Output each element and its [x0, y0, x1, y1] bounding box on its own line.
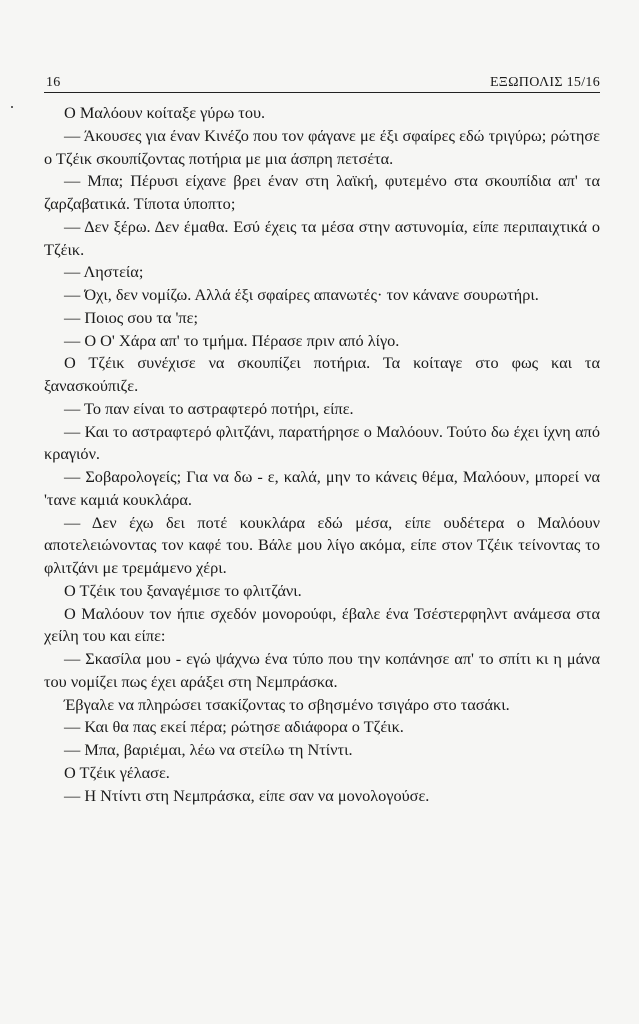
ink-speck	[11, 106, 13, 108]
paragraph: — Και το αστραφτερό φλιτζάνι, παρατήρησε ο Μαλόουν. Τούτο δω έχει ίχνη από κραγιόν.	[44, 421, 600, 464]
paragraph: — Σκασίλα μου - εγώ ψάχνω ένα τύπο που την κοπάνησε απ' το σπίτι κι η μάνα του νομίζει πως έχει αράξει στη Νεμπράσκα.	[44, 649, 600, 691]
page-number: 16	[46, 75, 61, 90]
paragraph: — Μπα, βαριέμαι, λέω να στείλω τη Ντίντι.	[64, 740, 353, 759]
paragraph: — Όχι, δεν νομίζω. Αλλά έξι σφαίρες απανωτές· τον κάνανε σουρωτήρι.	[64, 285, 539, 304]
paragraph: — Δεν ξέρω. Δεν έμαθα. Εσύ έχεις τα μέσα στην αστυνομία, είπε περιπαιχτικά ο Τζέικ.	[44, 216, 600, 259]
paragraph: Ο Τζέικ συνέχισε να σκουπίζει ποτήρια. Τα κοίταγε στο φως και τα ξανασκούπιζε.	[44, 353, 600, 395]
paragraph: — Το παν είναι το αστραφτερό ποτήρι, είπε.	[64, 398, 354, 418]
paragraph: — Δεν έχω δει ποτέ κουκλάρα εδώ μέσα, είπε ουδέτερα ο Μαλόουν αποτελειώνοντας τον καφέ του. Βάλε μου λίγο ακόμα, είπε στον Τζέικ τείνοντας το φλιτζάνι με τρεμάμενο χέρι.	[44, 512, 600, 577]
body-text	[44, 102, 600, 807]
paragraph: — Μπα; Πέρυσι είχανε βρει έναν στη λαϊκή, φυτεμένο στα σκουπίδια απ' τα ζαρζαβατικά. Τίποτα ύποπτο;	[44, 171, 600, 213]
running-title: ΕΞΩΠΟΛΙΣ 15/16	[489, 75, 600, 90]
paragraph: — Ποιος σου τα 'πε;	[64, 307, 198, 327]
paragraph: Έβγαλε να πληρώσει τσακίζοντας το σβησμένο τσιγάρο στο τασάκι.	[64, 694, 510, 714]
paragraph: Ο Τζέικ του ξαναγέμισε το φλιτζάνι.	[64, 580, 302, 600]
paragraph: — Ληστεία;	[64, 262, 144, 282]
paragraph: — Η Ντίντι στη Νεμπράσκα, είπε σαν να μονολογούσε.	[64, 785, 430, 805]
paragraph: — Και θα πας εκεί πέρα; ρώτησε αδιάφορα ο Τζέικ.	[64, 717, 404, 737]
running-header	[44, 74, 600, 93]
paragraph: — Σοβαρολογείς; Για να δω - ε, καλά, μην το κάνεις θέμα, Μαλόουν, μπορεί να 'τανε καμιά κουκλάρα.	[44, 467, 600, 509]
paragraph: — Άκουσες για έναν Κινέζο που τον φάγανε με έξι σφαίρες εδώ τριγύρω; ρώτησε ο Τζέικ σκουπίζοντας ποτήρια με μια άσπρη πετσέτα.	[44, 125, 600, 168]
paragraph: — Ο Ο' Χάρα απ' το τμήμα. Πέρασε πριν από λίγο.	[64, 330, 400, 350]
paragraph: Ο Μαλόουν τον ήπιε σχεδόν μονορούφι, έβαλε ένα Τσέστερφηλντ ανάμεσα στα χείλη του και είπε:	[44, 603, 600, 646]
paragraph: Ο Μαλόουν κοίταξε γύρω του.	[64, 103, 266, 122]
paragraph: Ο Τζέικ γέλασε.	[64, 762, 170, 782]
